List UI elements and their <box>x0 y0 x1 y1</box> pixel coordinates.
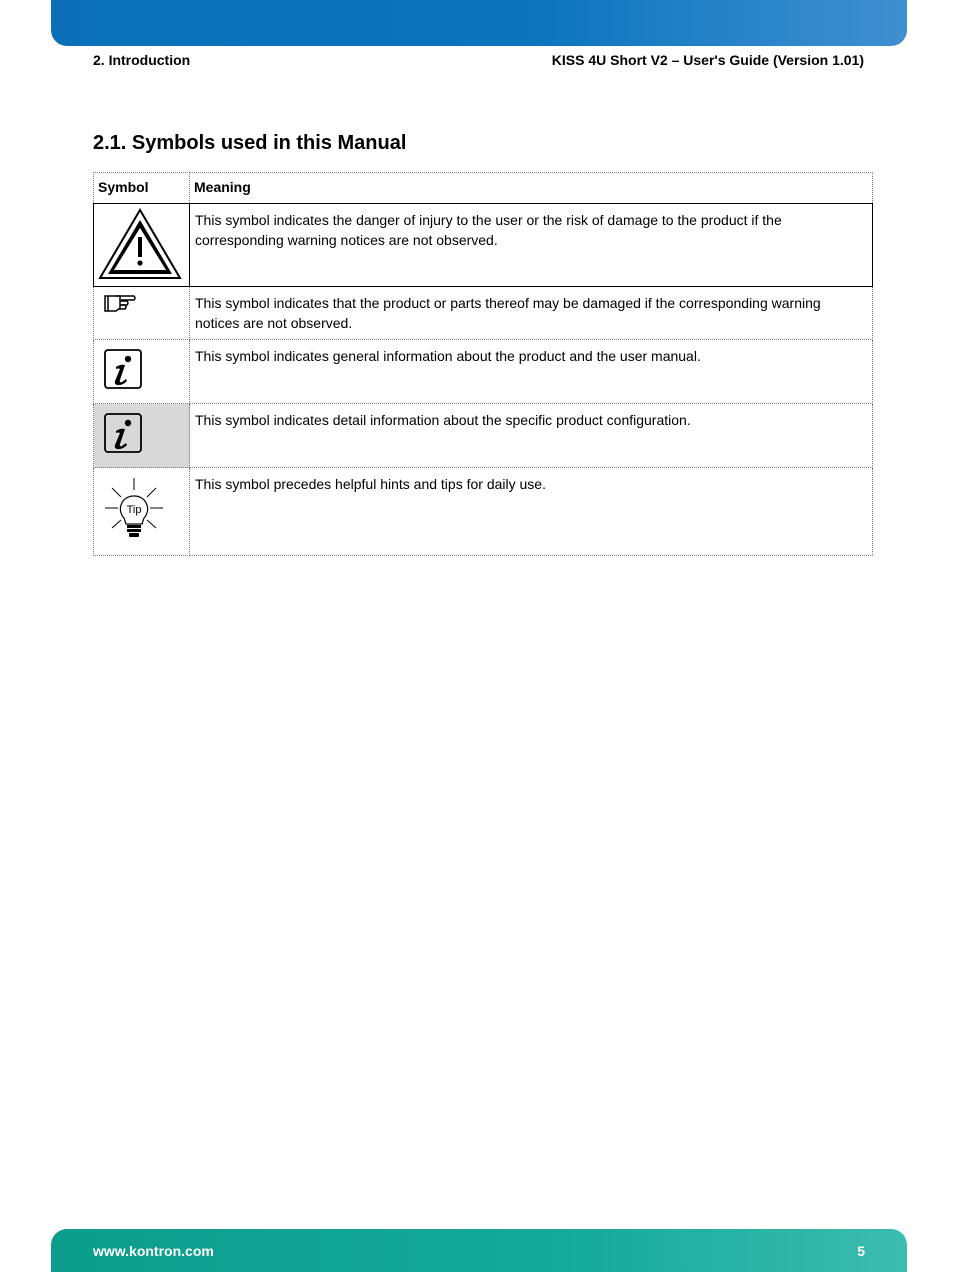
meaning-cell: This symbol indicates general information about the product and the user manual. <box>190 340 873 404</box>
info-icon <box>94 340 154 400</box>
table-row <box>94 404 873 468</box>
header-band <box>51 0 907 46</box>
table-row <box>94 340 873 404</box>
table-row <box>94 204 873 287</box>
page-number: 5 <box>857 1243 865 1259</box>
tip-label: Tip <box>126 504 142 516</box>
meaning-cell: This symbol indicates that the product or parts thereof may be damaged if the corresponding warning notices are not observed. <box>190 287 873 340</box>
symbol-cell <box>94 204 190 287</box>
section-title: 2.1. Symbols used in this Manual <box>93 132 407 154</box>
info-detail-icon <box>94 404 154 464</box>
symbol-cell <box>94 468 190 556</box>
document-title: KISS 4U Short V2 – User's Guide (Version 1.01) <box>551 52 864 68</box>
column-header-meaning: Meaning <box>190 173 873 204</box>
table-row <box>94 468 873 556</box>
column-header-symbol: Symbol <box>94 173 190 204</box>
symbol-cell <box>94 340 190 404</box>
table-row <box>94 287 873 340</box>
chapter-title: 2. Introduction <box>93 52 191 68</box>
footer-url: www.kontron.com <box>93 1243 214 1259</box>
pointing-hand-icon <box>94 287 144 317</box>
table-header-row <box>94 173 873 204</box>
meaning-cell: This symbol precedes helpful hints and tips for daily use. <box>190 468 873 556</box>
meaning-cell: This symbol indicates the danger of injury to the user or the risk of damage to the product if the corresponding warning notices are not observed. <box>190 204 873 287</box>
symbol-cell <box>94 287 190 340</box>
warning-triangle-icon <box>94 204 188 283</box>
symbol-cell <box>94 404 190 468</box>
meaning-cell: This symbol indicates detail information about the specific product configuration. <box>190 404 873 468</box>
symbols-table <box>93 172 873 556</box>
tip-lightbulb-icon <box>94 468 184 552</box>
